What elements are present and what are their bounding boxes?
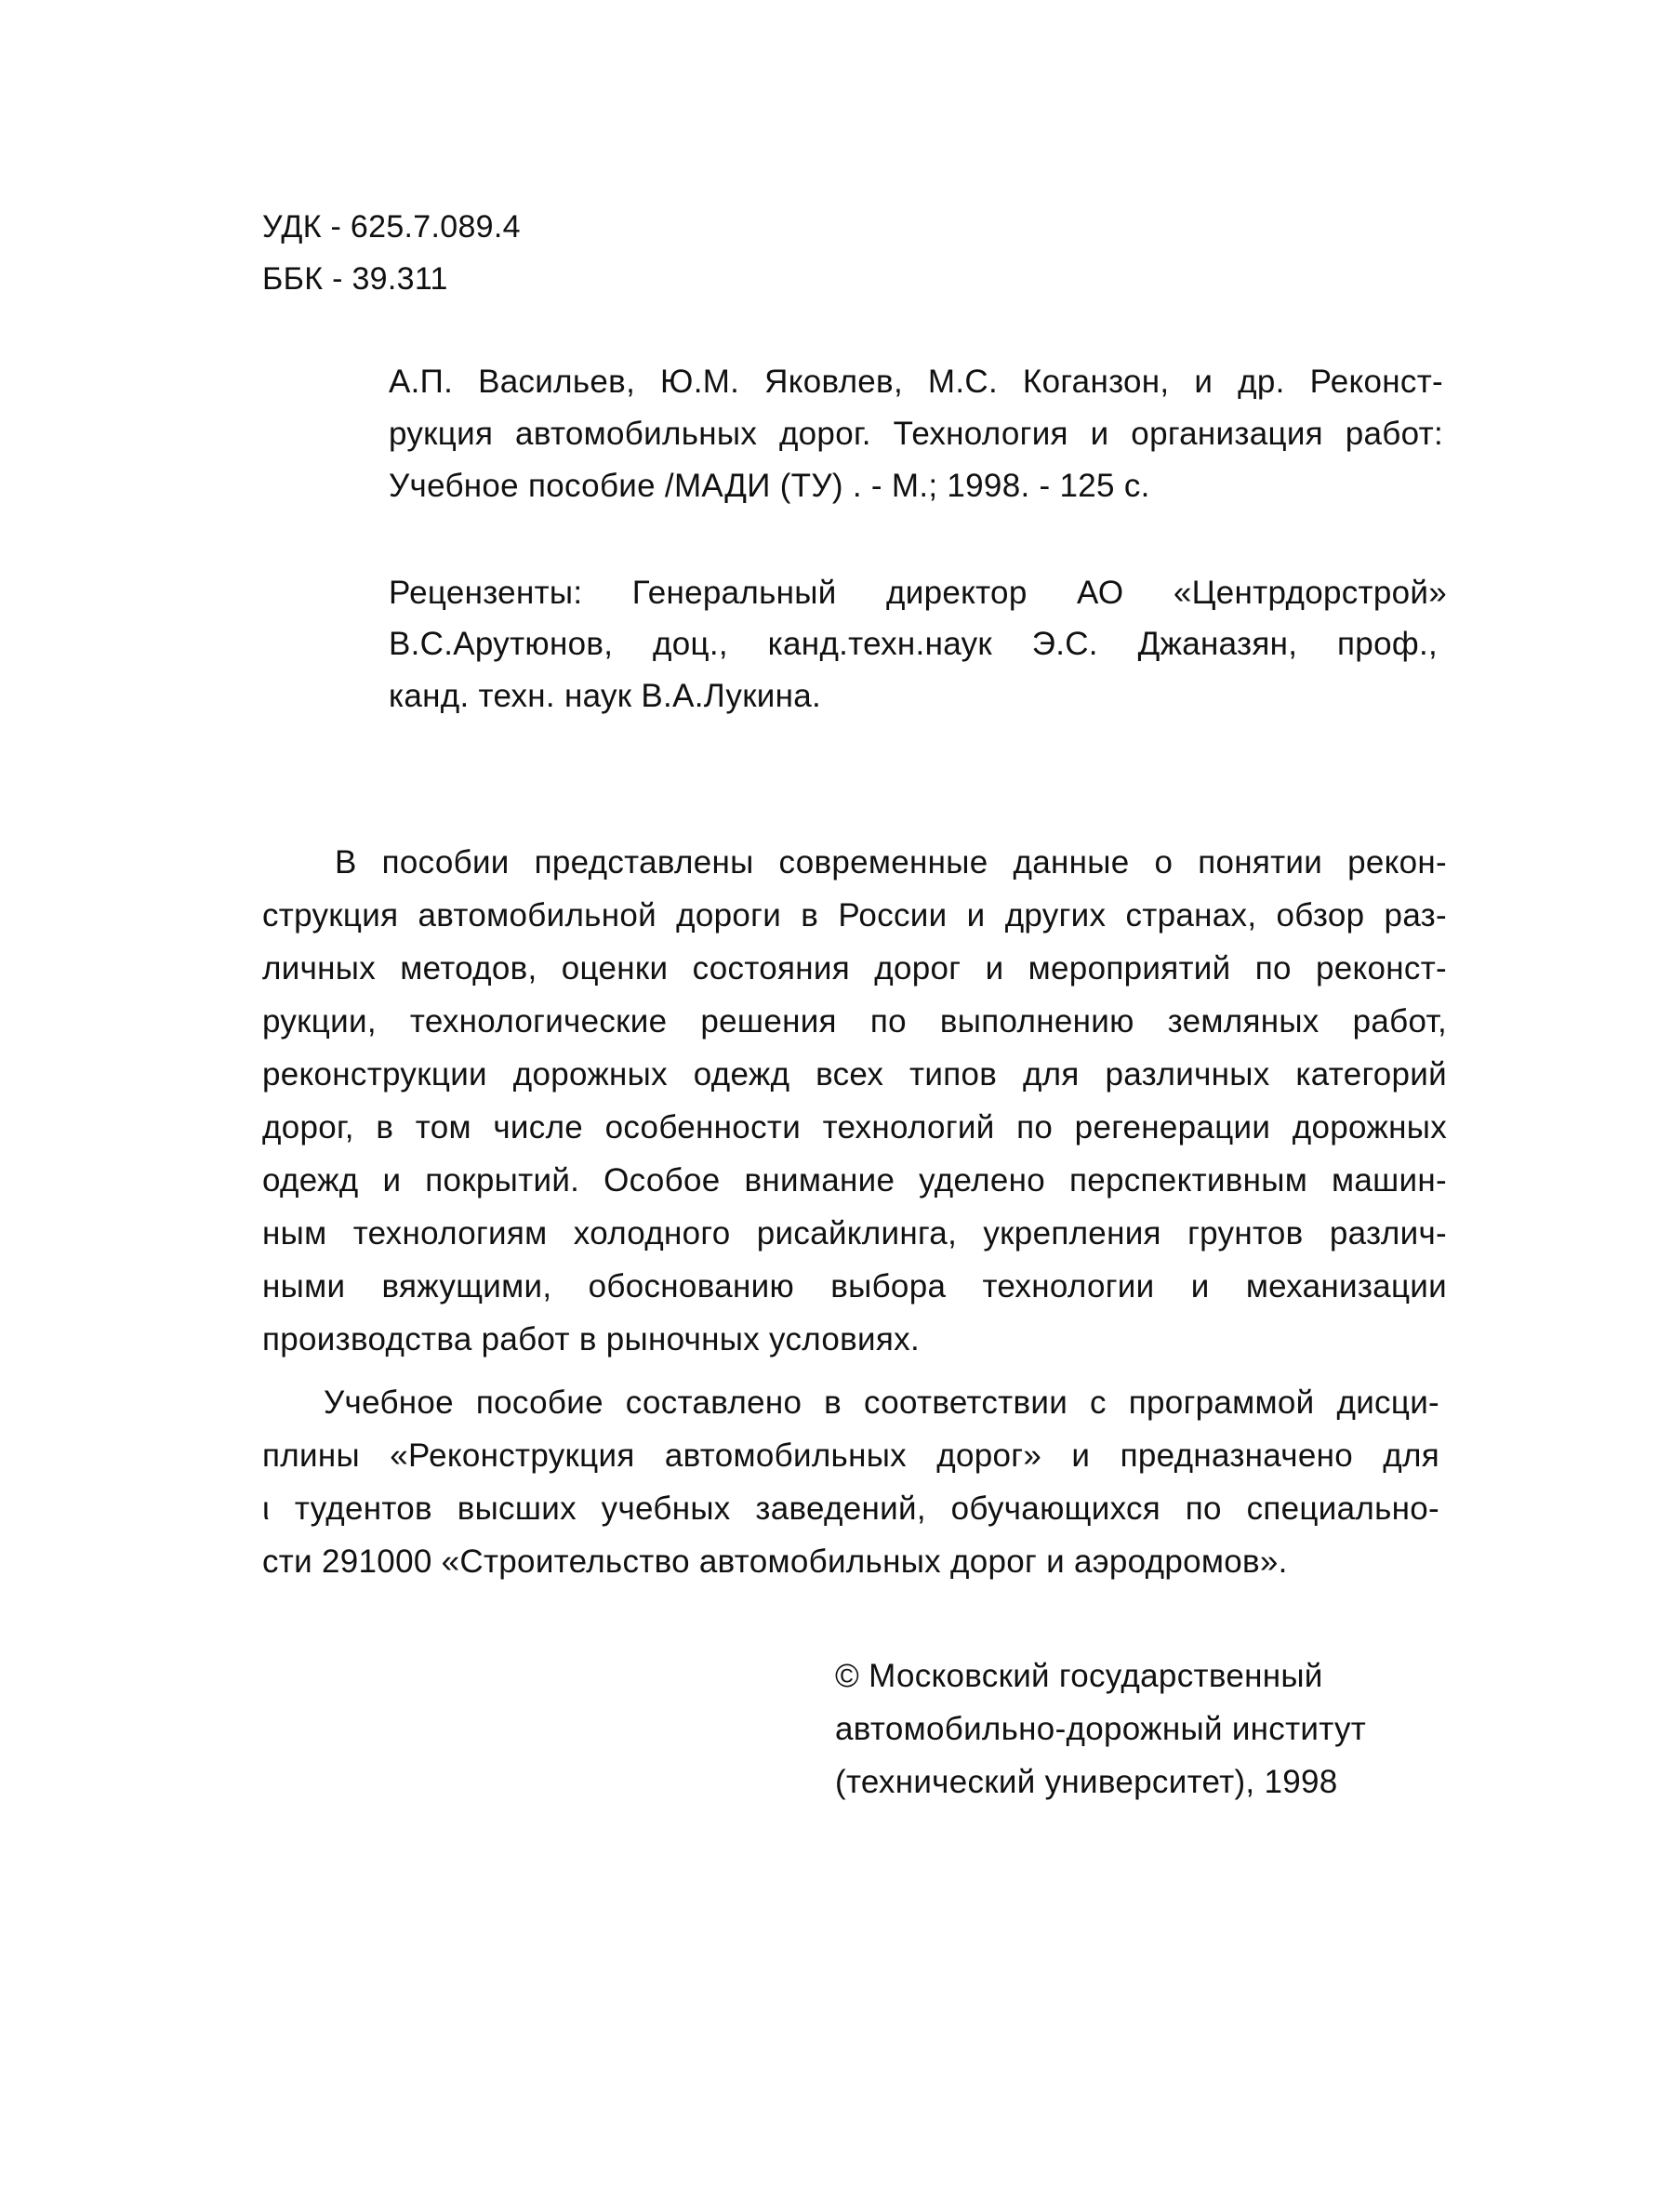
reviewers-line: В.С.Арутюнов, доц., канд.техн.наук Э.С. Джаназян, проф.,	[389, 626, 1438, 662]
abstract-line: струкция автомобильной дороги в России и других странах, обзор раз-	[262, 897, 1447, 934]
abstract-line: ι тудентов высших учебных заведений, обучающихся по специально-	[262, 1490, 1439, 1527]
abstract-line: Учебное пособие составлено в соответствии с программой дисци-	[324, 1384, 1439, 1421]
udk-code: УДК - 625.7.089.4	[262, 209, 521, 245]
abstract-line: плины «Реконструкция автомобильных дорог» и предназначено для	[262, 1437, 1439, 1474]
bibliographic-line: А.П. Васильев, Ю.М. Яковлев, М.С. Коганзон, и др. Реконст-	[389, 364, 1443, 400]
abstract-line: дорог, в том числе особенности технологий по регенерации дорожных	[262, 1109, 1447, 1146]
abstract-line: реконструкции дорожных одежд всех типов для различных категорий	[262, 1056, 1447, 1093]
abstract-line: рукции, технологические решения по выполнению земляных работ,	[262, 1003, 1447, 1040]
abstract-line: ным технологиям холодного рисайклинга, укрепления грунтов различ-	[262, 1215, 1447, 1252]
reviewers-line: Рецензенты: Генеральный директор АО «Центрдорстрой»	[389, 575, 1447, 611]
bbk-code: ББК - 39.311	[262, 261, 448, 297]
abstract-line: сти 291000 «Строительство автомобильных дорог и аэродромов».	[262, 1543, 1288, 1580]
copyright-line: автомобильно-дорожный институт	[835, 1711, 1367, 1747]
bibliographic-line: рукция автомобильных дорог. Технология и организация работ:	[389, 416, 1443, 452]
abstract-line: личных методов, оценки состояния дорог и мероприятий по реконст-	[262, 950, 1447, 987]
abstract-line: одежд и покрытий. Особое внимание уделено перспективным машин-	[262, 1162, 1447, 1199]
bibliographic-line: Учебное пособие /МАДИ (ТУ) . - М.; 1998. - 125 с.	[389, 468, 1150, 504]
copyright-line: © Московский государственный	[835, 1658, 1323, 1694]
abstract-line: производства работ в рыночных условиях.	[262, 1321, 920, 1358]
abstract-line: В пособии представлены современные данные о понятии рекон-	[335, 844, 1447, 881]
reviewers-line: канд. техн. наук В.А.Лукина.	[389, 678, 822, 714]
abstract-line: ными вяжущими, обоснованию выбора технологии и механизации	[262, 1268, 1447, 1305]
copyright-line: (технический университет), 1998	[835, 1764, 1338, 1800]
